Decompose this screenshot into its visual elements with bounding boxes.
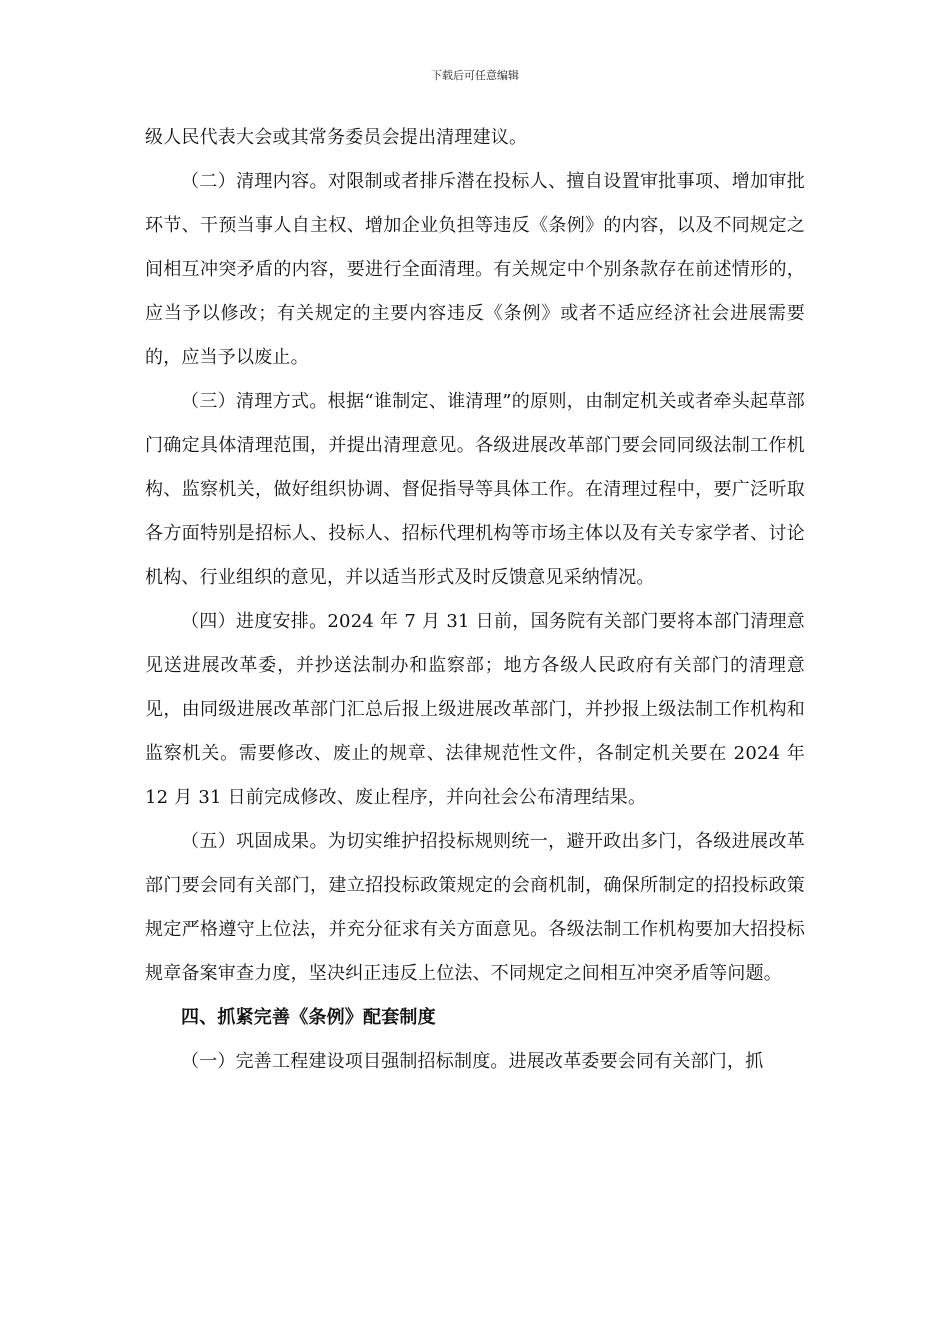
- paragraph-cleanup-method: （三）清理方式。根据“谁制定、谁清理”的原则，由制定机关或者牵头起草部门确定具体清理范围，并提出清理意见。各级进展改革部门要会同同级法制工作机构、监察机关，做好组织协调、督促指导等具体工作。在清理过程中，要广泛听取各方面特别是招标人、投标人、招标代理机构等市场主体以及有关专家学者、讨论机构、行业组织的意见，并以适当形式及时反馈意见采纳情况。: [145, 391, 805, 588]
- paragraph-schedule: （四）进度安排。2024 年 7 月 31 日前，国务院有关部门要将本部门清理意见送进展改革委，并抄送法制办和监察部；地方各级人民政府有关部门的清理意见，由同级进展改革部门汇总后报上级进展改革部门，并抄报上级法制工作机构和监察机关。需要修改、废止的规章、法律规范性文件，各制定机关要在 2024 年 12 月 31 日前完成修改、废止程序，并向社会公布清理结果。: [145, 611, 805, 808]
- page-header: 下载后可任意编辑: [431, 69, 519, 82]
- paragraph-cleanup-content: （二）清理内容。对限制或者排斥潜在投标人、擅自设置审批事项、增加审批环节、干预当事人自主权、增加企业负担等违反《条例》的内容，以及不同规定之间相互冲突矛盾的内容，要进行全面清理。有关规定中个别条款存在前述情形的，应当予以修改；有关规定的主要内容违反《条例》或者不适应经济社会进展需要的，应当予以废止。: [145, 171, 805, 368]
- paragraph-bidding-system: （一）完善工程建设项目强制招标制度。进展改革委要会同有关部门，抓: [181, 1051, 764, 1072]
- paragraph-consolidate: （五）巩固成果。为切实维护招投标规则统一，避开政出多门，各级进展改革部门要会同有关部门，建立招投标政策规定的会商机制，确保所制定的招投标政策规定严格遵守上位法，并充分征求有关方面意见。各级法制工作机构要加大招投标规章备案审查力度，坚决纠正违反上位法、不同规定之间相互冲突矛盾等问题。: [145, 831, 805, 984]
- document-body: [145, 116, 805, 1084]
- section-heading: 四、抓紧完善《条例》配套制度: [181, 1007, 436, 1028]
- paragraph-continuation: 级人民代表大会或其常务委员会提出清理建议。: [145, 127, 528, 148]
